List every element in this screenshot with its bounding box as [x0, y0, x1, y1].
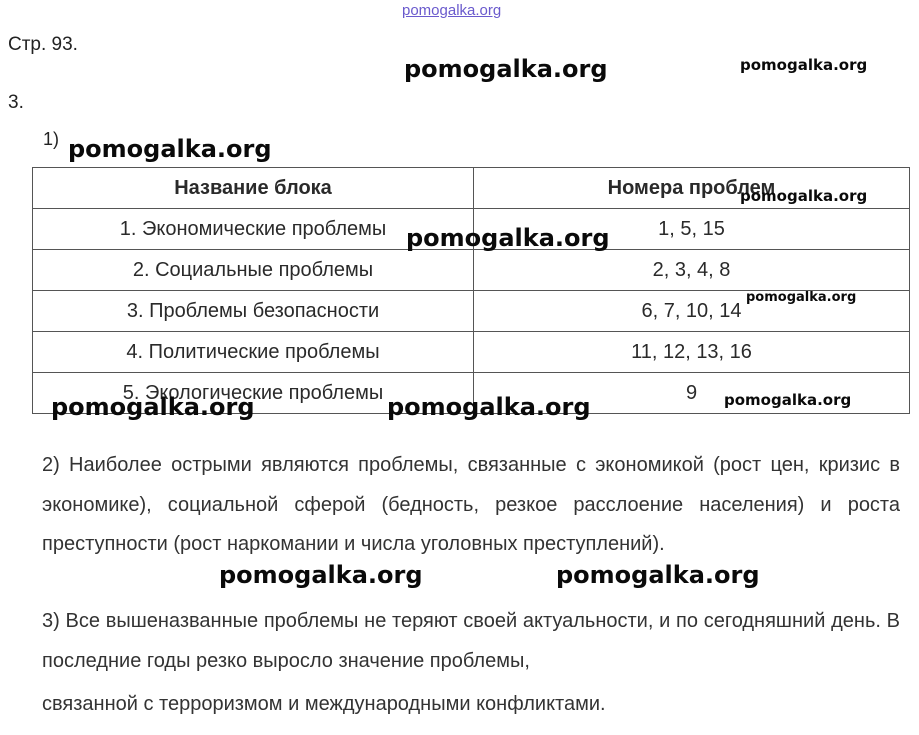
problem-numbers: 6, 7, 10, 14 [474, 291, 910, 332]
problem-numbers: 11, 12, 13, 16 [474, 332, 910, 373]
block-name: 3. Проблемы безопасности [33, 291, 474, 332]
watermark: pomogalka.org [724, 391, 852, 409]
block-name: 1. Экономические проблемы [33, 209, 474, 250]
answer-paragraph-3 [42, 602, 900, 725]
watermark: pomogalka.org [219, 561, 423, 589]
watermark-link[interactable]: pomogalka.org [402, 2, 502, 19]
watermark: pomogalka.org [556, 561, 760, 589]
problem-numbers: 1, 5, 15 [474, 209, 910, 250]
block-name: 4. Политические проблемы [33, 332, 474, 373]
answer-paragraph-2: 2) Наиболее острыми являются проблемы, связанные с экономикой (рост цен, кризис в экономике), социальной сферой (бедность, резкое расслоение населения) и роста преступности (рост наркомании и числа уголовных преступлений). [42, 454, 900, 555]
problem-numbers: 2, 3, 4, 8 [474, 250, 910, 291]
paragraph-3-last-line: связанной с терроризмом и международными конфликтами. [42, 693, 606, 715]
watermark: pomogalka.org [740, 56, 868, 74]
task-number: 3. [8, 92, 24, 113]
watermark: pomogalka.org [746, 290, 857, 305]
block-name: 2. Социальные проблемы [33, 250, 474, 291]
problem-numbers: 9 [474, 373, 910, 414]
table-row [33, 332, 910, 373]
subtask-1-label: 1) [43, 129, 60, 149]
watermark: pomogalka.org [406, 224, 610, 252]
page-reference: Стр. 93. [8, 34, 78, 55]
watermark: pomogalka.org [68, 135, 272, 163]
paragraph-3-text: 3) Все вышеназванные проблемы не теряют своей актуальности, и по сегодняшний день. В последние годы резко выросло значение проблемы, [42, 610, 900, 672]
watermark: pomogalka.org [51, 393, 255, 421]
table-row [33, 250, 910, 291]
block-name: 5. Экологические проблемы [33, 373, 474, 414]
watermark: pomogalka.org [387, 393, 591, 421]
watermark: pomogalka.org [740, 187, 868, 205]
watermark: pomogalka.org [404, 55, 608, 83]
header-block-name: Название блока [33, 168, 474, 209]
header-problem-numbers: Номера проблем [474, 168, 910, 209]
